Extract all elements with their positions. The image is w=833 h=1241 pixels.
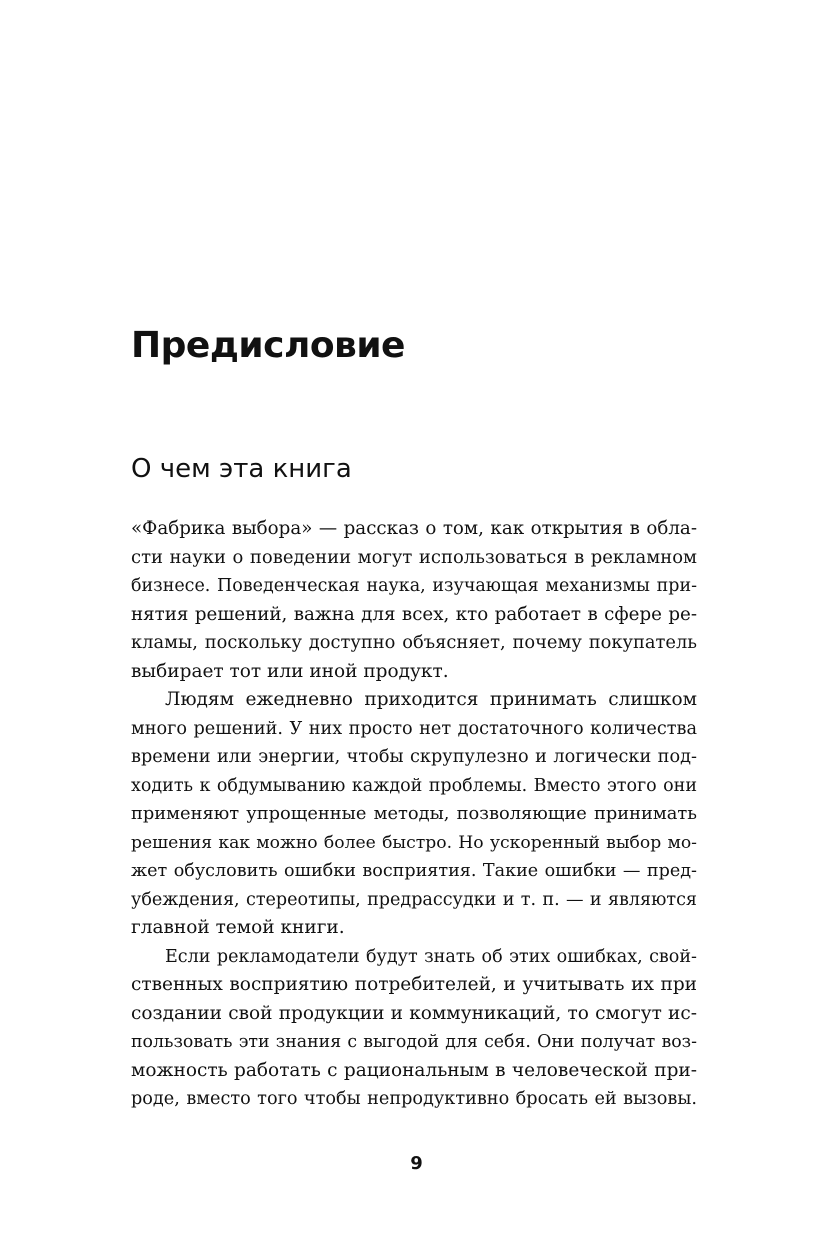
text-line: решения как можно более быстро. Но ускоренный выбор мо-: [131, 832, 697, 853]
text-line: «Фабрика выбора» — рассказ о том, как открытия в обла-: [131, 518, 697, 539]
paragraph: [131, 686, 697, 943]
text-line: Людям ежедневно приходится принимать слишком: [165, 689, 697, 710]
text-line: создании свой продукции и коммуникаций, то смогут ис-: [131, 1002, 697, 1024]
text-line: бизнесе. Поведенческая наука, изучающая механизмы при-: [131, 576, 697, 596]
section-title: О чем эта книга: [131, 454, 352, 484]
text-line: сти науки о поведении могут использоваться в рекламном: [131, 546, 697, 568]
text-line: много решений. У них просто нет достаточного количества: [131, 718, 697, 739]
text-line: выбирает тот или иной продукт.: [131, 660, 449, 682]
text-line: главной темой книги.: [131, 917, 345, 938]
text-line: кламы, поскольку доступно объясняет, почему покупатель: [131, 632, 697, 653]
text-line: ственных восприятию потребителей, и учитывать их при: [131, 974, 697, 995]
paragraph: [131, 515, 697, 686]
text-line: времени или энергии, чтобы скрупулезно и логически под-: [131, 747, 697, 767]
body-text: [131, 515, 697, 1114]
text-line: ходить к обдумыванию каждой проблемы. Вместо этого они: [131, 775, 697, 796]
text-line: жет обусловить ошибки восприятия. Такие ошибки — пред-: [131, 861, 697, 881]
text-line: нятия решений, важна для всех, кто работает в сфере ре-: [131, 603, 697, 625]
page-title: Предисловие: [131, 325, 405, 366]
text-line: можность работать с рациональным в человеческой при-: [131, 1059, 697, 1081]
text-line: пользовать эти знания с выгодой для себя. Они получат воз-: [131, 1032, 697, 1052]
text-line: убеждения, стереотипы, предрассудки и т. п. — и являются: [131, 889, 697, 910]
paragraph: [131, 943, 697, 1114]
text-line: применяют упрощенные методы, позволяющие принимать: [131, 803, 697, 824]
page-number: 9: [410, 1153, 423, 1174]
text-line: роде, вместо того чтобы непродуктивно бросать ей вызовы.: [131, 1089, 697, 1109]
text-line: Если рекламодатели будут знать об этих ошибках, свой-: [165, 946, 697, 967]
